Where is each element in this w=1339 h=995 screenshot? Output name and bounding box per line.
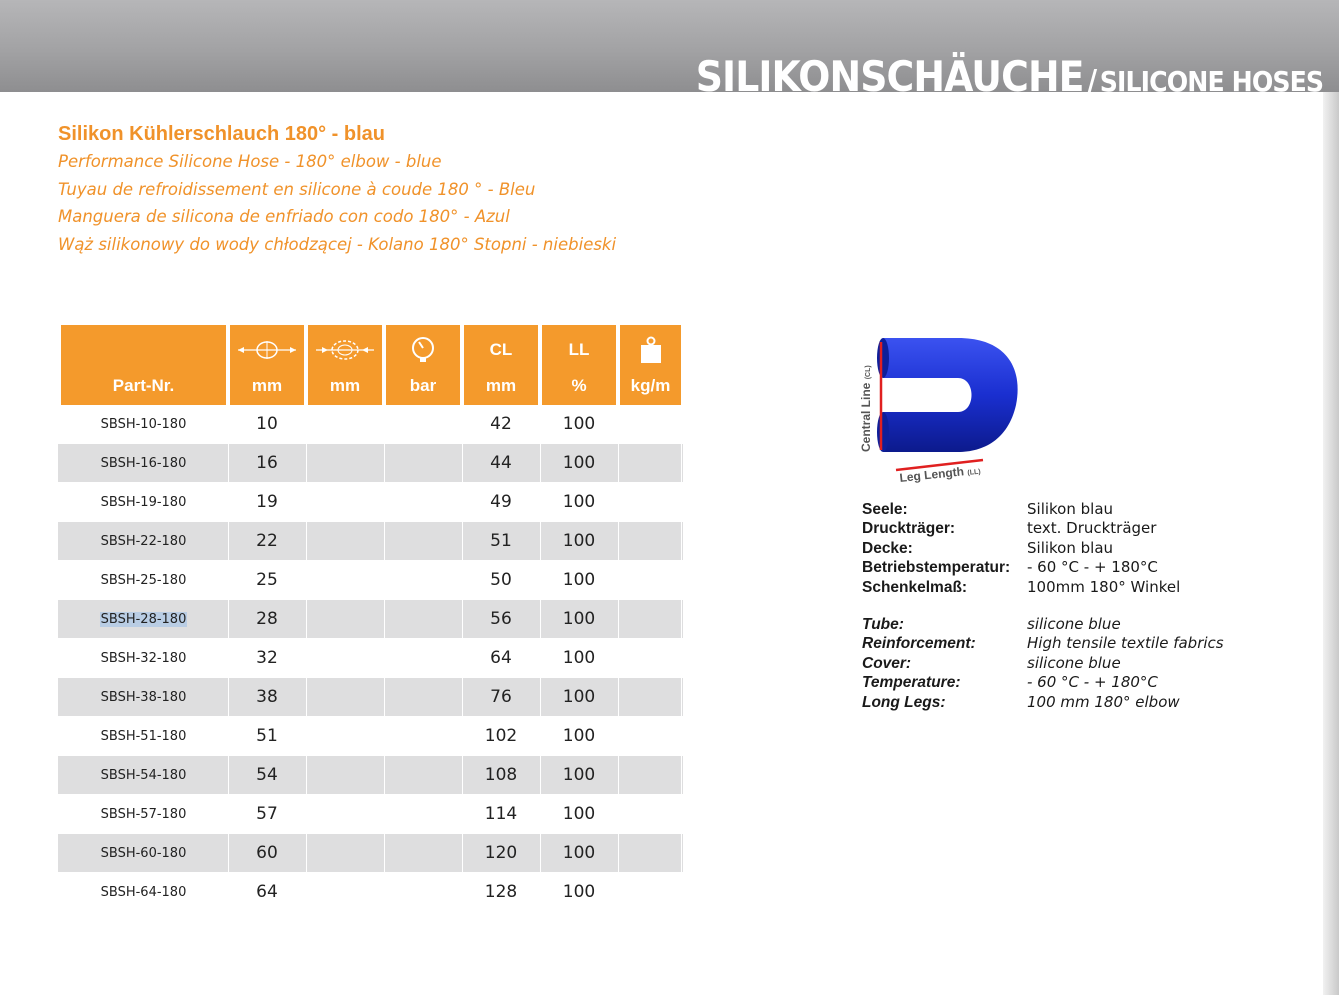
spec-row: Decke: Silikon blau bbox=[862, 538, 1114, 557]
table-row bbox=[58, 405, 683, 444]
cell-weight bbox=[620, 873, 681, 912]
column-divider bbox=[681, 600, 682, 639]
cell-outer-diameter bbox=[308, 444, 382, 483]
column-divider bbox=[681, 483, 682, 522]
column-divider bbox=[384, 639, 385, 678]
column-divider bbox=[681, 756, 682, 795]
cell-outer-diameter bbox=[308, 678, 382, 717]
column-divider bbox=[462, 639, 463, 678]
cell-cl: 102 bbox=[484, 726, 518, 746]
column-divider bbox=[462, 444, 463, 483]
product-titles bbox=[58, 120, 616, 258]
column-divider bbox=[540, 522, 541, 561]
column-divider bbox=[618, 795, 619, 834]
column-divider bbox=[384, 678, 385, 717]
cell-ll: 100 bbox=[562, 726, 596, 746]
cell-pressure bbox=[386, 795, 460, 834]
column-divider bbox=[681, 444, 682, 483]
cell-outer-diameter bbox=[308, 717, 382, 756]
cell-part-nr: SBSH-64-180 bbox=[100, 885, 187, 900]
column-divider bbox=[618, 834, 619, 873]
cell-weight bbox=[620, 795, 681, 834]
cell-weight bbox=[620, 522, 681, 561]
banner-title-en: SILICONE HOSES bbox=[1099, 65, 1323, 98]
leg-length-label: Leg Length (LL) bbox=[898, 464, 981, 485]
column-divider bbox=[384, 834, 385, 873]
right-edge-strip bbox=[1323, 92, 1339, 995]
header-outer-diameter: mm bbox=[308, 325, 382, 405]
outer-diameter-icon bbox=[314, 339, 376, 361]
column-divider bbox=[384, 795, 385, 834]
column-divider bbox=[462, 405, 463, 444]
table-row bbox=[58, 756, 683, 795]
cell-pressure bbox=[386, 483, 460, 522]
cell-pressure bbox=[386, 561, 460, 600]
cell-pressure bbox=[386, 756, 460, 795]
product-title-pl: Wąż silikonowy do wody chłodzącej - Kolano 180° Stopni - niebieski bbox=[58, 234, 617, 254]
cell-ll: 100 bbox=[562, 414, 596, 434]
table-row bbox=[58, 678, 683, 717]
column-divider bbox=[228, 483, 229, 522]
column-divider bbox=[306, 639, 307, 678]
cell-inner-diameter: 25 bbox=[256, 570, 278, 590]
table-row bbox=[58, 795, 683, 834]
column-divider bbox=[618, 600, 619, 639]
cell-weight bbox=[620, 756, 681, 795]
cell-ll: 100 bbox=[562, 609, 596, 629]
column-divider bbox=[384, 561, 385, 600]
spec-row: Seele: Silikon blau bbox=[862, 500, 1114, 518]
cell-cl: 49 bbox=[490, 492, 512, 512]
cell-ll: 100 bbox=[562, 687, 596, 707]
column-divider bbox=[681, 834, 682, 873]
column-divider bbox=[228, 678, 229, 717]
table-row bbox=[58, 639, 683, 678]
column-divider bbox=[306, 444, 307, 483]
spec-row: Long Legs: 100 mm 180° elbow bbox=[862, 692, 1180, 711]
cell-outer-diameter bbox=[308, 834, 382, 873]
column-divider bbox=[618, 522, 619, 561]
cell-inner-diameter: 10 bbox=[256, 414, 278, 434]
cell-outer-diameter bbox=[308, 522, 382, 561]
cell-pressure bbox=[386, 522, 460, 561]
cell-weight bbox=[620, 561, 681, 600]
cell-cl: 120 bbox=[484, 843, 518, 863]
header-weight: kg/m bbox=[620, 325, 681, 405]
column-divider bbox=[618, 405, 619, 444]
column-divider bbox=[228, 405, 229, 444]
cell-inner-diameter: 60 bbox=[256, 843, 278, 863]
cell-pressure bbox=[386, 639, 460, 678]
cell-part-nr: SBSH-60-180 bbox=[100, 846, 187, 861]
cell-ll: 100 bbox=[562, 804, 596, 824]
banner-title bbox=[696, 52, 1323, 101]
column-divider bbox=[462, 873, 463, 912]
product-title-es: Manguera de silicona de enfriado con codo 180° - Azul bbox=[58, 207, 510, 226]
column-divider bbox=[306, 873, 307, 912]
cell-part-nr: SBSH-10-180 bbox=[100, 417, 187, 432]
cell-weight bbox=[620, 444, 681, 483]
column-divider bbox=[228, 873, 229, 912]
column-divider bbox=[228, 600, 229, 639]
spec-row: Cover: silicone blue bbox=[862, 653, 1121, 672]
cell-weight bbox=[620, 405, 681, 444]
column-divider bbox=[540, 444, 541, 483]
spec-row: Druckträger: text. Druckträger bbox=[862, 519, 1157, 538]
column-divider bbox=[462, 717, 463, 756]
inner-diameter-icon bbox=[236, 339, 298, 361]
column-divider bbox=[462, 678, 463, 717]
column-divider bbox=[228, 522, 229, 561]
cell-inner-diameter: 57 bbox=[256, 804, 278, 824]
column-divider bbox=[462, 561, 463, 600]
column-divider bbox=[228, 444, 229, 483]
cell-cl: 56 bbox=[490, 609, 512, 629]
cell-pressure bbox=[386, 873, 460, 912]
column-divider bbox=[540, 834, 541, 873]
column-divider bbox=[306, 717, 307, 756]
cell-pressure bbox=[386, 717, 460, 756]
column-divider bbox=[618, 873, 619, 912]
table-row bbox=[58, 873, 683, 912]
banner-title-de: SILIKONSCHÄUCHE bbox=[695, 52, 1084, 101]
column-divider bbox=[681, 639, 682, 678]
spec-row: Tube: silicone blue bbox=[862, 615, 1121, 633]
cell-part-nr: SBSH-38-180 bbox=[100, 690, 187, 705]
cell-inner-diameter: 51 bbox=[256, 726, 278, 746]
column-divider bbox=[540, 873, 541, 912]
cell-ll: 100 bbox=[562, 531, 596, 551]
spec-row: Temperature: - 60 °C - + 180°C bbox=[862, 673, 1158, 692]
column-divider bbox=[540, 795, 541, 834]
header-cl: CL mm bbox=[464, 325, 538, 405]
column-divider bbox=[384, 600, 385, 639]
cell-outer-diameter bbox=[308, 639, 382, 678]
cell-inner-diameter: 19 bbox=[256, 492, 278, 512]
column-divider bbox=[384, 873, 385, 912]
header-pressure: bar bbox=[386, 325, 460, 405]
table-row bbox=[58, 717, 683, 756]
cell-inner-diameter: 32 bbox=[256, 648, 278, 668]
column-divider bbox=[306, 405, 307, 444]
product-title-de: Silikon Kühlerschlauch 180° - blau bbox=[58, 123, 385, 145]
table-row bbox=[58, 483, 683, 522]
column-divider bbox=[306, 834, 307, 873]
column-divider bbox=[681, 678, 682, 717]
cell-ll: 100 bbox=[562, 570, 596, 590]
cell-weight bbox=[620, 639, 681, 678]
central-line-label: Central Line (CL) bbox=[859, 365, 873, 452]
header-part-nr: Part-Nr. bbox=[61, 325, 226, 405]
header-ll: LL % bbox=[542, 325, 616, 405]
column-divider bbox=[462, 834, 463, 873]
column-divider bbox=[618, 639, 619, 678]
column-divider bbox=[306, 756, 307, 795]
table-header bbox=[58, 325, 683, 405]
cell-outer-diameter bbox=[308, 600, 382, 639]
column-divider bbox=[540, 483, 541, 522]
cell-outer-diameter bbox=[308, 483, 382, 522]
column-divider bbox=[306, 795, 307, 834]
column-divider bbox=[228, 756, 229, 795]
cell-pressure bbox=[386, 444, 460, 483]
table-body bbox=[58, 405, 683, 912]
table-row bbox=[58, 600, 683, 639]
cell-inner-diameter: 54 bbox=[256, 765, 278, 785]
column-divider bbox=[306, 561, 307, 600]
table-row bbox=[58, 444, 683, 483]
cell-ll: 100 bbox=[562, 492, 596, 512]
cell-part-nr: SBSH-57-180 bbox=[100, 807, 187, 822]
column-divider bbox=[228, 561, 229, 600]
cell-cl: 76 bbox=[490, 687, 512, 707]
cell-weight bbox=[620, 483, 681, 522]
column-divider bbox=[306, 600, 307, 639]
column-divider bbox=[462, 600, 463, 639]
parts-table bbox=[58, 325, 683, 912]
cell-outer-diameter bbox=[308, 795, 382, 834]
spec-row: Betriebstemperatur: - 60 °C - + 180°C bbox=[862, 558, 1158, 577]
product-title-fr: Tuyau de refroidissement en silicone à coude 180 ° - Bleu bbox=[58, 179, 536, 199]
column-divider bbox=[228, 834, 229, 873]
cell-cl: 114 bbox=[484, 804, 518, 824]
table-row bbox=[58, 834, 683, 873]
specs-english bbox=[862, 615, 1224, 712]
cell-part-nr: SBSH-25-180 bbox=[100, 573, 187, 588]
cell-cl: 44 bbox=[490, 453, 512, 473]
cell-weight bbox=[620, 717, 681, 756]
column-divider bbox=[618, 483, 619, 522]
cell-part-nr: SBSH-16-180 bbox=[100, 456, 187, 471]
header-inner-diameter: mm bbox=[230, 325, 304, 405]
cell-inner-diameter: 16 bbox=[256, 453, 278, 473]
cell-pressure bbox=[386, 678, 460, 717]
cell-ll: 100 bbox=[562, 765, 596, 785]
column-divider bbox=[462, 483, 463, 522]
spec-row: Reinforcement: High tensile textile fabrics bbox=[862, 634, 1224, 653]
column-divider bbox=[384, 405, 385, 444]
cell-outer-diameter bbox=[308, 561, 382, 600]
column-divider bbox=[681, 873, 682, 912]
cell-ll: 100 bbox=[562, 882, 596, 902]
column-divider bbox=[540, 678, 541, 717]
cell-inner-diameter: 64 bbox=[256, 882, 278, 902]
column-divider bbox=[228, 795, 229, 834]
product-title-en: Performance Silicone Hose - 180° elbow - blue bbox=[58, 152, 442, 171]
cell-cl: 50 bbox=[490, 570, 512, 590]
column-divider bbox=[540, 405, 541, 444]
column-divider bbox=[384, 483, 385, 522]
column-divider bbox=[384, 756, 385, 795]
cell-part-nr: SBSH-51-180 bbox=[100, 729, 187, 744]
cell-outer-diameter bbox=[308, 405, 382, 444]
column-divider bbox=[228, 717, 229, 756]
column-divider bbox=[540, 717, 541, 756]
cell-inner-diameter: 22 bbox=[256, 531, 278, 551]
column-divider bbox=[618, 561, 619, 600]
column-divider bbox=[540, 561, 541, 600]
hose-diagram bbox=[858, 330, 1028, 490]
pressure-gauge-icon bbox=[410, 336, 436, 364]
column-divider bbox=[618, 756, 619, 795]
table-row bbox=[58, 561, 683, 600]
column-divider bbox=[228, 639, 229, 678]
cell-outer-diameter bbox=[308, 873, 382, 912]
column-divider bbox=[681, 405, 682, 444]
cell-part-nr: SBSH-54-180 bbox=[100, 768, 187, 783]
spec-row: Schenkelmaß: 100mm 180° Winkel bbox=[862, 577, 1181, 596]
cell-pressure bbox=[386, 600, 460, 639]
column-divider bbox=[306, 522, 307, 561]
cell-part-nr: SBSH-22-180 bbox=[100, 534, 187, 549]
cell-cl: 128 bbox=[484, 882, 518, 902]
cell-cl: 108 bbox=[484, 765, 518, 785]
column-divider bbox=[618, 717, 619, 756]
cell-weight bbox=[620, 600, 681, 639]
column-divider bbox=[681, 561, 682, 600]
cell-cl: 51 bbox=[490, 531, 512, 551]
specs-german bbox=[862, 500, 1180, 597]
column-divider bbox=[384, 717, 385, 756]
cell-ll: 100 bbox=[562, 648, 596, 668]
column-divider bbox=[618, 444, 619, 483]
column-divider bbox=[306, 678, 307, 717]
column-divider bbox=[681, 717, 682, 756]
cell-pressure bbox=[386, 834, 460, 873]
cell-ll: 100 bbox=[562, 453, 596, 473]
banner-title-separator: / bbox=[1087, 64, 1097, 99]
column-divider bbox=[681, 522, 682, 561]
cell-outer-diameter bbox=[308, 756, 382, 795]
column-divider bbox=[384, 444, 385, 483]
cell-part-nr: SBSH-19-180 bbox=[100, 495, 187, 510]
column-divider bbox=[540, 639, 541, 678]
column-divider bbox=[681, 795, 682, 834]
cell-inner-diameter: 28 bbox=[256, 609, 278, 629]
cell-weight bbox=[620, 678, 681, 717]
column-divider bbox=[540, 600, 541, 639]
column-divider bbox=[618, 678, 619, 717]
cell-cl: 64 bbox=[490, 648, 512, 668]
column-divider bbox=[462, 795, 463, 834]
column-divider bbox=[540, 756, 541, 795]
cell-pressure bbox=[386, 405, 460, 444]
cell-ll: 100 bbox=[562, 843, 596, 863]
cell-cl: 42 bbox=[490, 414, 512, 434]
cell-inner-diameter: 38 bbox=[256, 687, 278, 707]
column-divider bbox=[462, 756, 463, 795]
cell-part-nr-selected: SBSH-28-180 bbox=[100, 612, 187, 627]
table-row bbox=[58, 522, 683, 561]
cell-weight bbox=[620, 834, 681, 873]
column-divider bbox=[306, 483, 307, 522]
cell-part-nr: SBSH-32-180 bbox=[100, 651, 187, 666]
column-divider bbox=[462, 522, 463, 561]
column-divider bbox=[384, 522, 385, 561]
weight-icon bbox=[639, 336, 663, 364]
